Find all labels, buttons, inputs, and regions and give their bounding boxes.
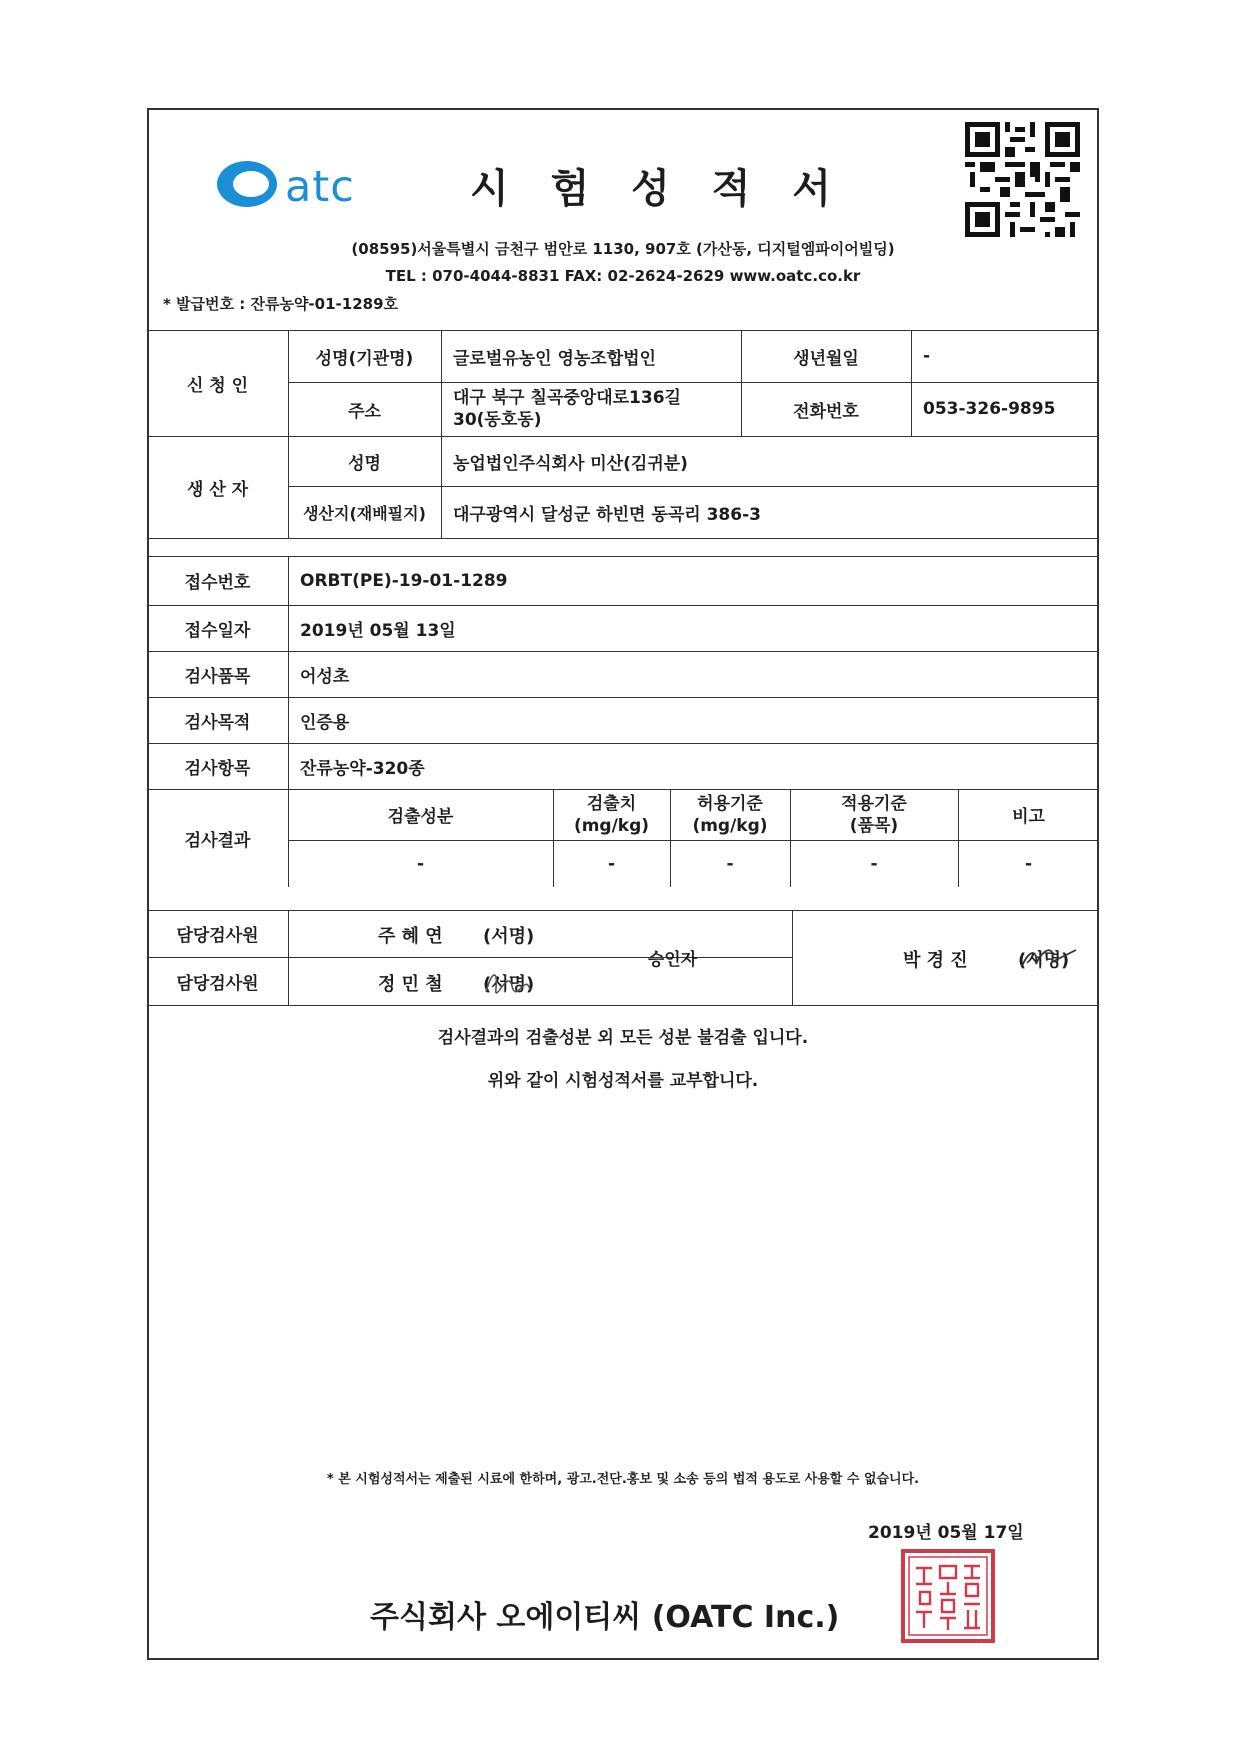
applicant-address-line1: 대구 북구 칠곡중앙대로136길 (453, 388, 681, 408)
results-col-detected-line1: 검출치 (586, 793, 637, 814)
applicant-phone-value: 053-326-9895 (923, 399, 1056, 419)
producer-name-label: 성명 (348, 453, 381, 474)
results-col-remarks: 비고 (1012, 807, 1045, 827)
receipt-number-value: ORBT(PE)-19-01-1289 (300, 570, 508, 591)
results-col-detected (553, 789, 670, 840)
oatc-logo (215, 158, 390, 210)
document-title: 시 험 성 적 서 (470, 166, 845, 212)
producer-site-value: 대구광역시 달성군 하빈면 동곡리 386-3 (453, 504, 761, 525)
inspection-scope-label: 검사항목 (184, 758, 251, 779)
inspection-item-value: 어성초 (300, 666, 350, 687)
applicant-section-label: 신 청 인 (186, 375, 249, 396)
inspector-label-2: 담당검사원 (176, 973, 259, 994)
receipt-number-label: 접수번호 (184, 573, 251, 593)
results-section-label: 검사결과 (184, 830, 251, 851)
inspection-purpose-label: 검사목적 (184, 712, 251, 733)
results-col-allowed-line2: (mg/kg) (692, 815, 768, 836)
producer-site-label: 생산지(재배필지) (303, 503, 426, 523)
applicant-address-line2: 30(동호동) (453, 410, 542, 430)
results-cell-detected: - (607, 853, 616, 874)
results-col-allowed (670, 789, 790, 840)
results-col-applied (790, 789, 958, 840)
statement-line-2: 위와 같이 시험성적서를 교부합니다. (487, 1071, 759, 1091)
results-col-applied-line2: (품목) (849, 815, 899, 836)
approver-sign: (서명) (1018, 950, 1070, 971)
company-name: 주식회사 오에이티씨 (OATC Inc.) (370, 1600, 840, 1635)
logo-text: atc (285, 162, 355, 212)
applicant-address-value (441, 382, 741, 436)
company-address: (08595)서울특별시 금천구 범안로 1130, 907호 (가산동, 디지털엠파이어빌딩) (351, 240, 895, 258)
statement-line-1: 검사결과의 검출성분 외 모든 성분 불검출 입니다. (437, 1028, 809, 1048)
inspector-label-1: 담당검사원 (176, 926, 259, 946)
results-cell-component: - (416, 853, 425, 874)
company-contact: TEL : 070-4044-8831 FAX: 02-2624-2629 www.oatc.co.kr (385, 267, 861, 285)
logo-o-icon (215, 158, 287, 210)
applicant-phone-label: 전화번호 (793, 401, 859, 422)
footer-note: * 본 시험성적서는 제출된 시료에 한하며, 광고.전단.홍보 및 소송 등의 법적 용도로 사용할 수 없습니다. (326, 1472, 920, 1487)
results-col-applied-line1: 적용기준 (841, 793, 907, 814)
results-cell-allowed: - (726, 853, 734, 874)
producer-section-label: 생 산 자 (186, 479, 249, 500)
rule-vertical-sign-2 (792, 910, 793, 1005)
inspector-name-2: 정 민 철 (378, 974, 443, 995)
issue-number: * 발급번호 : 잔류농약-01-1289호 (163, 295, 398, 313)
applicant-name-value: 글로벌유농인 영농조합법인 (453, 348, 656, 369)
applicant-address-label: 주소 (348, 401, 381, 422)
inspector-sign-2: (서명) (483, 974, 535, 995)
applicant-birth-value: - (923, 346, 931, 366)
approver-signature-scribble (1016, 940, 1084, 976)
producer-name-value: 농업법인주식회사 미산(김귀분) (453, 453, 688, 474)
inspector-name-1: 주 혜 연 (378, 926, 443, 947)
rule-vertical-sign-1 (288, 910, 289, 1005)
applicant-birth-label: 생년월일 (793, 348, 859, 369)
inspection-scope-value: 잔류농약-320종 (300, 758, 425, 779)
receipt-date-label: 접수일자 (184, 620, 251, 641)
inspector-signature-scribble (482, 964, 544, 1000)
results-col-allowed-line1: 허용기준 (697, 793, 763, 814)
results-cell-applied: - (870, 853, 878, 874)
results-col-component: 검출성분 (387, 807, 454, 827)
issue-date: 2019년 05월 17일 (868, 1523, 1024, 1543)
results-col-detected-line2: (mg/kg) (573, 815, 650, 836)
inspection-item-label: 검사품목 (184, 666, 251, 687)
approver-label: 승인자 (647, 950, 698, 970)
rule-producer-bottom (147, 538, 1099, 539)
applicant-name-label: 성명(기관명) (315, 348, 414, 369)
results-cell-remarks: - (1024, 853, 1033, 874)
inspection-purpose-value: 인증용 (300, 712, 350, 733)
company-seal-stamp-icon (900, 1548, 996, 1644)
approver-name: 박 경 진 (903, 950, 968, 971)
receipt-date-value: 2019년 05월 13일 (300, 620, 456, 641)
inspector-sign-1: (서명) (483, 926, 535, 947)
rule-signatures-bottom (147, 1005, 1099, 1006)
qr-code-icon (965, 122, 1080, 237)
